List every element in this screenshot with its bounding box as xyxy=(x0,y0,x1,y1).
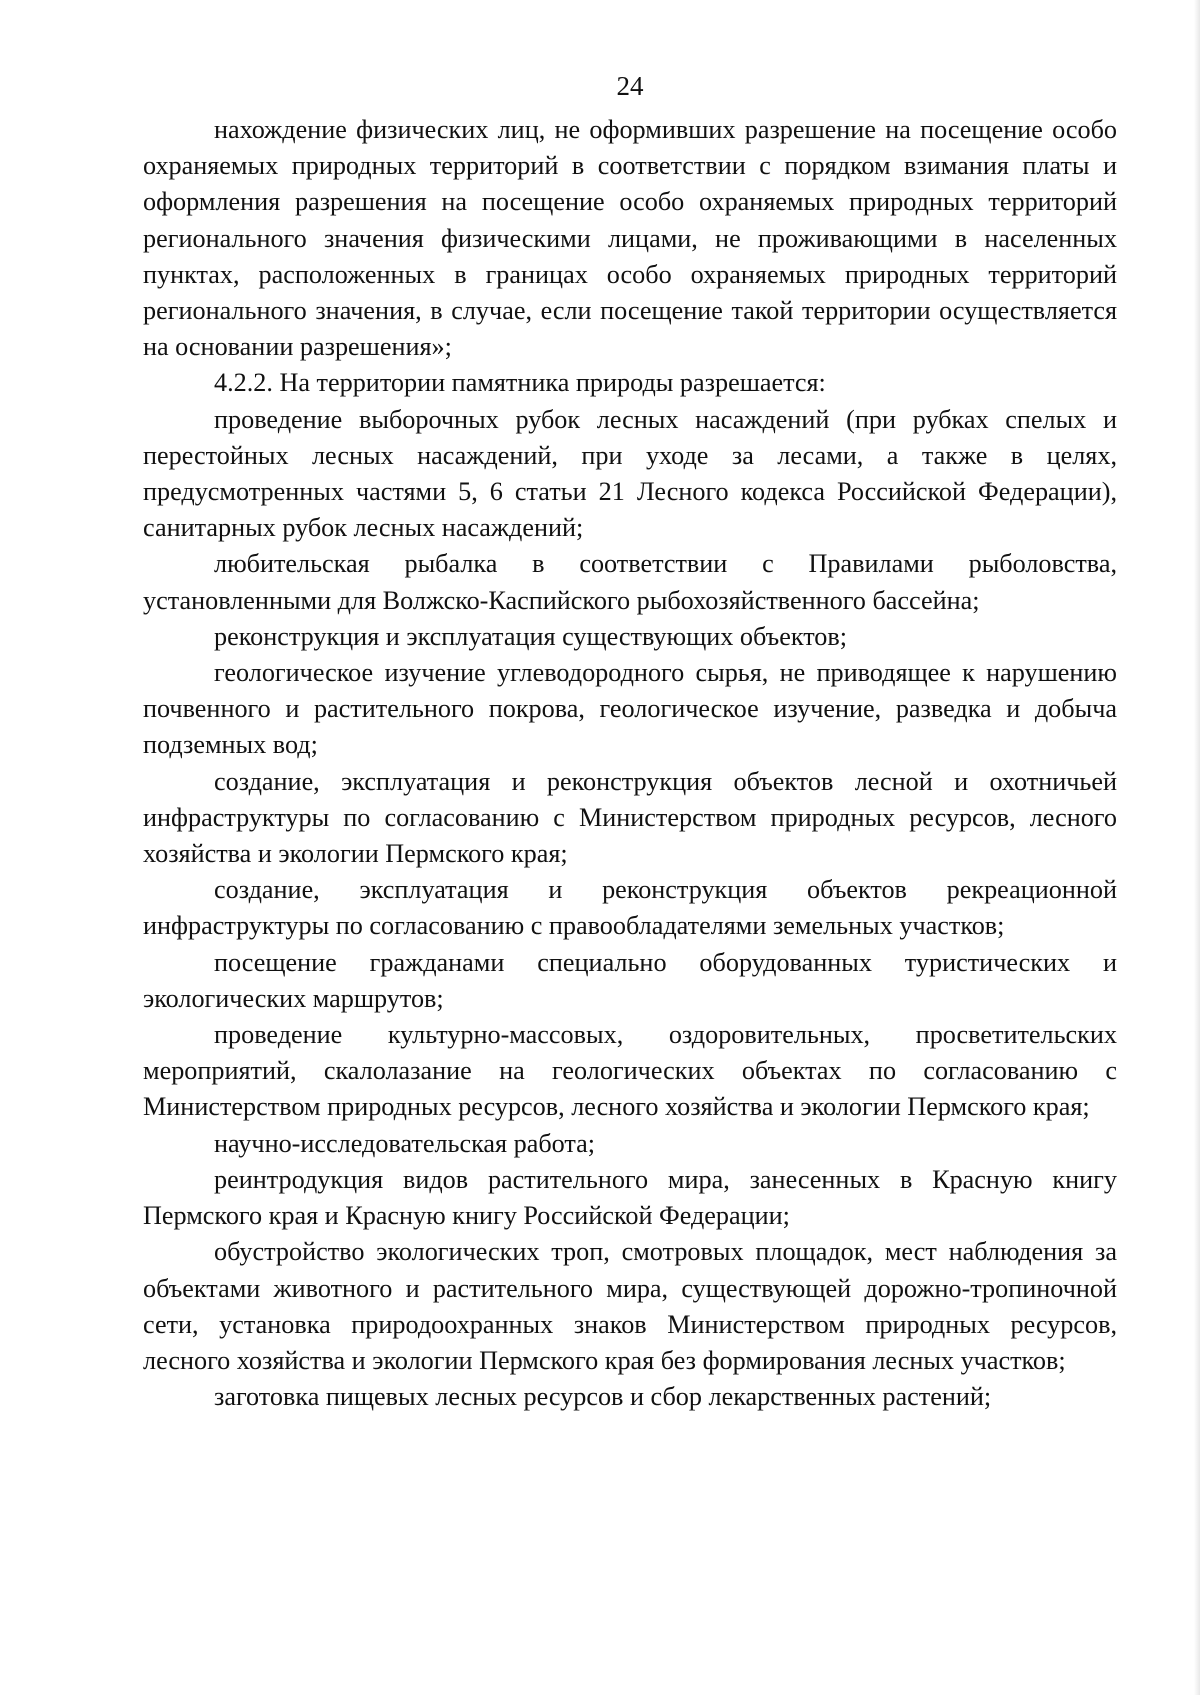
paragraph-2: 4.2.2. На территории памятника природы разрешается: xyxy=(214,368,826,398)
document-body xyxy=(143,112,1117,1415)
paragraph-4: любительская рыбалка в соответствии с Правилами рыболовства, установленными для Волжско-Каспийского рыбохозяйственного бассейна; xyxy=(143,549,1117,615)
paragraph-8: создание, эксплуатация и реконструкция объектов рекреационной инфраструктуры по согласованию с правообладателями земельных участков; xyxy=(143,875,1117,941)
paragraph-11: научно-исследовательская работа; xyxy=(214,1128,596,1158)
paragraph-1: нахождение физических лиц, не оформивших разрешение на посещение особо охраняемых природных территорий в соответствии с порядком взимания платы и оформления разрешения на посещение особо охраняемых природных территорий регионального значения физическими лицами, не проживающими в населенных пунктах, расположенных в границах особо охраняемых природных территорий регионального значения, в случае, если посещение такой территории осуществляется на основании разрешения»; xyxy=(143,115,1117,362)
paragraph-10: проведение культурно-массовых, оздоровительных, просветительских мероприятий, скалолазание на геологических объектах по согласованию с Министерством природных ресурсов, лесного хозяйства и экологии Пермского края; xyxy=(143,1020,1117,1122)
paragraph-3: проведение выборочных рубок лесных насаждений (при рубках спелых и перестойных лесных насаждений, при уходе за лесами, а также в целях, предусмотренных частями 5, 6 статьи 21 Лесного кодекса Российской Федерации), санитарных рубок лесных насаждений; xyxy=(143,404,1117,543)
paragraph-5: реконструкция и эксплуатация существующих объектов; xyxy=(214,621,848,651)
page-number: 24 xyxy=(616,71,644,101)
paragraph-6: геологическое изучение углеводородного сырья, не приводящее к нарушению почвенного и растительного покрова, геологическое изучение, разведка и добыча подземных вод; xyxy=(143,658,1117,760)
paragraph-14: заготовка пищевых лесных ресурсов и сбор лекарственных растений; xyxy=(214,1382,992,1412)
paragraph-9: посещение гражданами специально оборудованных туристических и экологических маршрутов; xyxy=(143,947,1117,1013)
paragraph-12: реинтродукция видов растительного мира, занесенных в Красную книгу Пермского края и Красную книгу Российской Федерации; xyxy=(143,1164,1117,1231)
page-edge-shadow xyxy=(1194,0,1200,1695)
paragraph-7: создание, эксплуатация и реконструкция объектов лесной и охотничьей инфраструктуры по согласованию с Министерством природных ресурсов, лесного хозяйства и экологии Пермского края; xyxy=(143,766,1117,869)
paragraph-13: обустройство экологических троп, смотровых площадок, мест наблюдения за объектами животного и растительного мира, существующей дорожно-тропиночной сети, установка природоохранных знаков Министерством природных ресурсов, лесного хозяйства и экологии Пермского края без формирования лесных участков; xyxy=(143,1237,1117,1375)
